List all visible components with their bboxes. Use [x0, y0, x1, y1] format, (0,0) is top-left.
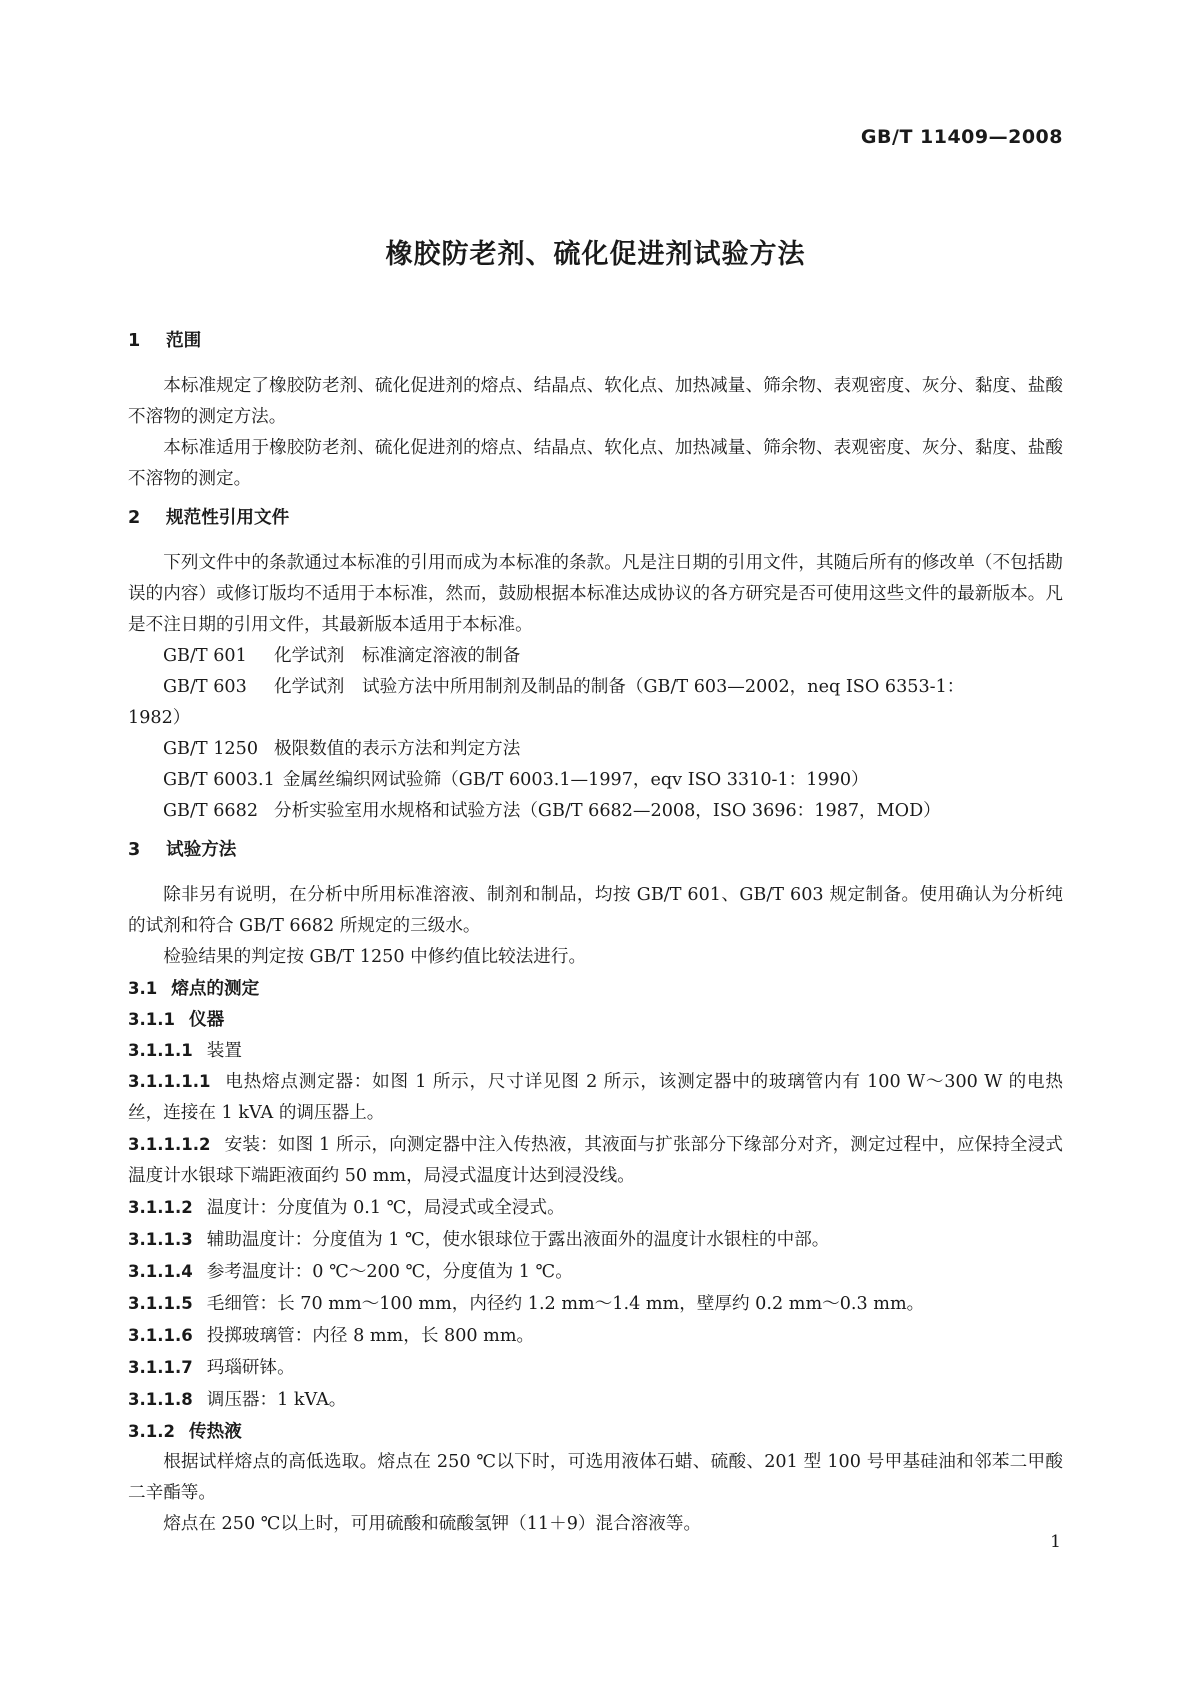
- reference-item: [128, 734, 1063, 765]
- standard-number: GB/T 11409—2008: [860, 126, 1063, 148]
- reference-item: [128, 796, 1063, 827]
- reference-code: GB/T 603: [163, 677, 247, 697]
- clause-3-1-1-3: [128, 1224, 1063, 1256]
- reference-continuation: 1982）: [128, 708, 191, 728]
- clause-3-1-1-5: [128, 1288, 1063, 1320]
- reference-code: GB/T 6003.1: [163, 770, 275, 790]
- subsection-number: 3.1: [128, 979, 158, 998]
- document-body: [128, 326, 1063, 1540]
- subsection-3-1-2-heading: [128, 1416, 1063, 1447]
- reference-title: 金属丝编织网试验筛（GB/T 6003.1—1997，eqv ISO 3310-1：1990）: [282, 770, 869, 790]
- section-3-heading: [128, 835, 1063, 866]
- page-number: 1: [1050, 1532, 1061, 1552]
- clause-text: 辅助温度计：分度值为 1 ℃，使水银球位于露出液面外的温度计水银柱的中部。: [206, 1230, 830, 1250]
- reference-code: GB/T 1250: [163, 739, 259, 759]
- section-title: 范围: [166, 331, 202, 351]
- subsection-number: 3.1.1.1: [128, 1041, 193, 1060]
- section-1-heading: [128, 326, 1063, 357]
- methods-paragraph-1: 除非另有说明，在分析中所用标准溶液、制剂和制品，均按 GB/T 601、GB/T 603 规定制备。使用确认为分析纯的试剂和符合 GB/T 6682 所规定的三级水。: [128, 885, 1063, 936]
- reference-title: 分析实验室用水规格和试验方法（GB/T 6682—2008，ISO 3696：1987，MOD）: [274, 801, 941, 821]
- clause-text: 调压器：1 kVA。: [206, 1390, 347, 1410]
- document-title: 橡胶防老剂、硫化促进剂试验方法: [385, 239, 806, 270]
- clause-number: 3.1.1.4: [128, 1262, 193, 1281]
- methods-paragraph-2: 检验结果的判定按 GB/T 1250 中修约值比较法进行。: [163, 947, 587, 967]
- section-2-heading: [128, 503, 1063, 534]
- reference-item: [128, 641, 1063, 672]
- clause-number: 3.1.1.5: [128, 1294, 193, 1313]
- subsection-number: 3.1.1: [128, 1010, 175, 1029]
- clause-3-1-1-2: [128, 1192, 1063, 1224]
- section-number: 2: [128, 508, 141, 528]
- subsection-3-1-1-heading: [128, 1004, 1063, 1035]
- subsection-title: 传热液: [188, 1422, 242, 1442]
- section-number: 1: [128, 331, 141, 351]
- subsection-title: 熔点的测定: [171, 979, 260, 999]
- reference-title: 化学试剂 标准滴定溶液的制备: [274, 646, 521, 666]
- clause-number: 3.1.1.1.2: [128, 1135, 211, 1154]
- reference-code: GB/T 6682: [163, 801, 259, 821]
- section-title: 规范性引用文件: [166, 508, 290, 528]
- section-title: 试验方法: [166, 840, 237, 860]
- clause-number: 3.1.1.2: [128, 1198, 193, 1217]
- clause-text: 温度计：分度值为 0.1 ℃，局浸式或全浸式。: [206, 1198, 565, 1218]
- references-intro: 下列文件中的条款通过本标准的引用而成为本标准的条款。凡是注日期的引用文件，其随后所有的修改单（不包括勘误的内容）或修订版均不适用于本标准，然而，鼓励根据本标准达成协议的各方研究是否可使用这些文件的最新版本。凡是不注日期的引用文件，其最新版本适用于本标准。: [128, 553, 1063, 635]
- clause-3-1-1-1-1: [128, 1066, 1063, 1129]
- heat-transfer-paragraph-1: 根据试样熔点的高低选取。熔点在 250 ℃以下时，可选用液体石蜡、硫酸、201 型 100 号甲基硅油和邻苯二甲酸二辛酯等。: [128, 1452, 1063, 1503]
- subsection-number: 3.1.2: [128, 1422, 175, 1441]
- clause-3-1-1-7: [128, 1352, 1063, 1384]
- clause-number: 3.1.1.1.1: [128, 1072, 211, 1091]
- clause-text: 电热熔点测定器：如图 1 所示，尺寸详见图 2 所示，该测定器中的玻璃管内有 100 W～300 W 的电热丝，连接在 1 kVA 的调压器上。: [128, 1072, 1063, 1123]
- clause-text: 投掷玻璃管：内径 8 mm，长 800 mm。: [206, 1326, 535, 1346]
- subsection-title: 装置: [206, 1041, 242, 1061]
- reference-title: 化学试剂 试验方法中所用制剂及制品的制备（GB/T 603—2002，neq ISO 6353-1：: [274, 677, 965, 697]
- clause-3-1-1-8: [128, 1384, 1063, 1416]
- scope-paragraph-1: 本标准规定了橡胶防老剂、硫化促进剂的熔点、结晶点、软化点、加热减量、筛余物、表观密度、灰分、黏度、盐酸不溶物的测定方法。: [128, 376, 1063, 427]
- subsection-3-1-heading: [128, 973, 1063, 1004]
- reference-item: [128, 765, 1063, 796]
- clause-number: 3.1.1.6: [128, 1326, 193, 1345]
- clause-3-1-1-4: [128, 1256, 1063, 1288]
- clause-text: 毛细管：长 70 mm～100 mm，内径约 1.2 mm～1.4 mm，壁厚约 0.2 mm～0.3 mm。: [206, 1294, 925, 1314]
- section-number: 3: [128, 840, 141, 860]
- scope-paragraph-2: 本标准适用于橡胶防老剂、硫化促进剂的熔点、结晶点、软化点、加热减量、筛余物、表观密度、灰分、黏度、盐酸不溶物的测定。: [128, 438, 1063, 489]
- reference-title: 极限数值的表示方法和判定方法: [274, 739, 521, 759]
- clause-text: 安装：如图 1 所示，向测定器中注入传热液，其液面与扩张部分下缘部分对齐，测定过程中，应保持全浸式温度计水银球下端距液面约 50 mm，局浸式温度计达到浸没线。: [128, 1135, 1063, 1186]
- clause-text: 参考温度计：0 ℃～200 ℃，分度值为 1 ℃。: [206, 1262, 573, 1282]
- clause-3-1-1-6: [128, 1320, 1063, 1352]
- reference-item: [128, 672, 1063, 703]
- clause-number: 3.1.1.3: [128, 1230, 193, 1249]
- clause-text: 玛瑙研钵。: [206, 1358, 295, 1378]
- clause-number: 3.1.1.7: [128, 1358, 193, 1377]
- heat-transfer-paragraph-2: 熔点在 250 ℃以上时，可用硫酸和硫酸氢钾（11＋9）混合溶液等。: [163, 1514, 702, 1534]
- reference-code: GB/T 601: [163, 646, 247, 666]
- clause-3-1-1-1-2: [128, 1129, 1063, 1192]
- subsection-title: 仪器: [188, 1010, 225, 1030]
- subsection-3-1-1-1-heading: [128, 1035, 1063, 1066]
- clause-number: 3.1.1.8: [128, 1390, 193, 1409]
